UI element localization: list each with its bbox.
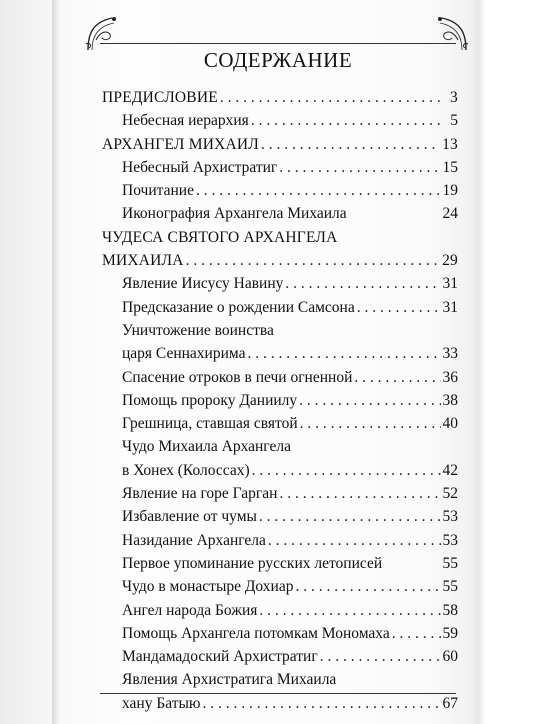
- toc-entry: [102, 319, 458, 342]
- toc-entry-title: Мандамадоский Архистратиг: [122, 648, 318, 666]
- toc-entry-title: Предсказание о рождении Самсона: [122, 298, 355, 316]
- toc-entry-title: Небесная иерархия: [122, 112, 249, 130]
- toc-entry-title: АРХАНГЕЛ МИХАИЛ: [102, 135, 259, 153]
- toc-entry: [102, 133, 458, 156]
- toc-entry-page: 3: [450, 89, 458, 106]
- dot-leader: [295, 575, 440, 598]
- toc-entry-title: Небесный Архистратиг: [122, 158, 278, 176]
- dot-leader: [300, 412, 441, 435]
- toc-entry-title: хану Батыю: [122, 694, 201, 712]
- dot-leader: [259, 505, 441, 528]
- toc-entry-title: МИХАИЛА: [102, 252, 184, 270]
- toc-entry-page: 67: [442, 694, 458, 712]
- dot-leader: [261, 133, 440, 156]
- toc-entry: [102, 226, 458, 249]
- toc-entry: [102, 529, 458, 552]
- dot-leader: [354, 366, 440, 389]
- toc-entry: [102, 202, 458, 225]
- toc-entry: [102, 505, 458, 528]
- toc-entry-title: Чудо в монастыре Дохиар: [122, 578, 294, 596]
- toc-entry: [102, 599, 458, 622]
- toc-entry-page: 58: [442, 601, 458, 619]
- toc-entry: [102, 389, 458, 412]
- dot-leader: [252, 459, 441, 482]
- toc-entry: [102, 109, 458, 132]
- toc-entry-page: 31: [442, 275, 458, 293]
- toc-entry: [102, 179, 458, 202]
- toc-entry-page: 13: [442, 135, 458, 153]
- top-rule: [100, 43, 456, 44]
- toc-entry: [102, 552, 458, 575]
- toc-entry-title: Избавление от чумы: [122, 508, 257, 526]
- toc-entry: [102, 86, 458, 109]
- bottom-rule: [100, 693, 456, 694]
- toc-entry-page: 38: [442, 391, 458, 409]
- page-title: СОДЕРЖАНИЕ: [203, 48, 353, 72]
- toc-entry-page: 55: [442, 578, 458, 596]
- toc-entry: [102, 668, 458, 691]
- dot-leader: [268, 529, 441, 552]
- toc-entry-title: ПРЕДИСЛОВИЕ: [102, 89, 218, 106]
- toc-entry-page: 31: [442, 298, 458, 316]
- toc-entry: [102, 645, 458, 668]
- toc-entry-title: Помощь Архангела потомкам Мономаха: [122, 624, 390, 642]
- toc-entry-page: 52: [442, 485, 458, 503]
- toc-entry-page: 33: [442, 345, 458, 363]
- toc-entry: [102, 622, 458, 645]
- toc-entry-page: 15: [442, 158, 458, 176]
- toc-entry-title: Назидание Архангела: [122, 531, 266, 549]
- toc-entry: [102, 412, 458, 435]
- toc-entry: [102, 272, 458, 295]
- toc-entry: [102, 575, 458, 598]
- toc-entry-page: 53: [442, 508, 458, 526]
- dot-leader: [279, 156, 440, 179]
- toc-entry-title: Грешница, ставшая святой: [122, 415, 298, 433]
- toc-entry: [102, 342, 458, 365]
- toc-entry-title: Явление Иисусу Навину: [122, 275, 284, 293]
- toc-entry-title: Явления Архистратига Михаила: [122, 671, 337, 689]
- toc-entry: [102, 296, 458, 319]
- dot-leader: [247, 342, 440, 365]
- page-gutter-shadow: [52, 0, 60, 724]
- toc-entry: [102, 156, 458, 179]
- toc-entry-page: 55: [442, 554, 458, 572]
- dot-leader: [203, 692, 441, 715]
- toc-entry-page: 40: [442, 415, 458, 433]
- toc-entry-title: Ангел народа Божия: [122, 601, 258, 619]
- toc-entry: [102, 249, 458, 272]
- dot-leader: [357, 296, 441, 319]
- toc-entry-title: Спасение отроков в печи огненной: [122, 368, 353, 386]
- dot-leader: [259, 599, 440, 622]
- table-of-contents: [102, 86, 458, 715]
- dot-leader: [220, 86, 442, 109]
- dot-leader: [186, 249, 440, 272]
- toc-entry: [102, 366, 458, 389]
- toc-entry-title: Явление на горе Гарган: [122, 485, 278, 503]
- toc-entry-page: 59: [442, 624, 458, 642]
- dot-leader: [320, 645, 441, 668]
- dot-leader: [279, 482, 440, 505]
- toc-entry-page: 19: [442, 182, 458, 200]
- toc-entry-title: в Хонех (Колоссах): [122, 461, 250, 479]
- toc-entry-title: Почитание: [122, 182, 194, 200]
- toc-entry-title: ЧУДЕСА СВЯТОГО АРХАНГЕЛА: [102, 228, 338, 246]
- toc-entry-title: Уничтожение воинства: [122, 321, 274, 339]
- dot-leader: [392, 622, 441, 645]
- toc-entry-page: 42: [442, 461, 458, 479]
- toc-entry-page: 24: [442, 205, 458, 223]
- toc-entry-title: царя Сеннахирима: [122, 345, 246, 363]
- toc-entry-page: 60: [442, 648, 458, 666]
- toc-entry-page: 29: [442, 252, 458, 270]
- toc-entry-title: Иконография Архангела Михаила: [122, 205, 347, 223]
- toc-entry-page: 36: [442, 368, 458, 386]
- dot-leader: [299, 389, 440, 412]
- dot-leader: [285, 272, 440, 295]
- dot-leader: [196, 179, 441, 202]
- toc-entry: [102, 435, 458, 458]
- toc-entry: [102, 692, 458, 715]
- toc-entry: [102, 459, 458, 482]
- dot-leader: [251, 109, 442, 132]
- toc-entry-page: 53: [442, 531, 458, 549]
- toc-entry-page: 5: [450, 112, 458, 130]
- toc-entry-title: Первое упоминание русских летописей: [122, 554, 383, 572]
- toc-entry-title: Чудо Михаила Архангела: [122, 438, 291, 456]
- toc-entry-title: Помощь пророку Даниилу: [122, 391, 298, 409]
- toc-entry: [102, 482, 458, 505]
